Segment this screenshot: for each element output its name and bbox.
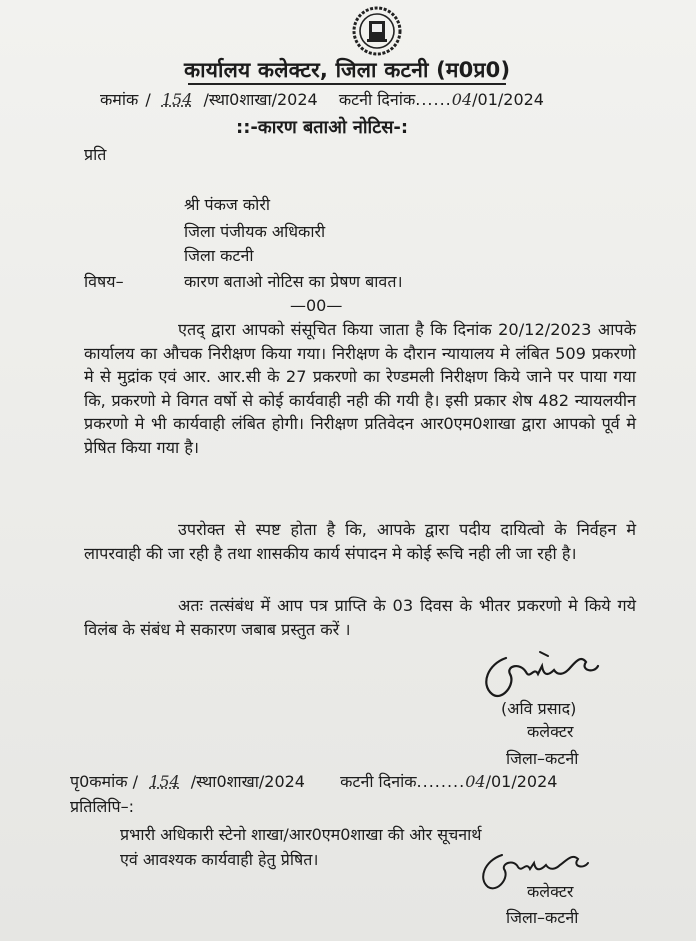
endorsement-place-date-label: कटनी दिनांक [340,772,417,791]
recipient-name: श्री पंकज कोरी [184,195,271,214]
body-paragraph-3: अतः तत्संबंध में आप पत्र प्राप्ति के 03 दिवस के भीतर प्रकरणो मे किये गये विलंब के संबंध मे सकारण जबाब प्रस्तुत करें । [84,596,636,639]
copy-label: प्रतिलिपि–: [70,797,134,816]
ref-suffix: /स्था0शाखा/2024 [203,90,318,109]
ref-number: 154 [161,90,193,109]
recipient-district: जिला कटनी [184,246,254,265]
endorsement-ref-suffix: /स्था0शाखा/2024 [190,772,305,791]
endorsement-ref-label: पृ0कमांक [70,772,128,791]
office-underline [188,83,506,85]
notice-title: ::-कारण बताओ नोटिस-: [236,117,409,138]
signatory-district: जिला–कटनी [506,749,579,768]
body-paragraph-2: उपरोक्त से स्पष्ट होता है कि, आपके द्वारा पदीय दायित्वो के निर्वहन मे लापरवाही की जा रही है तथा शासकीय कार्य संपादन मे कोई रूचि नही ली जा रही है। [84,520,636,563]
place-date-label: कटनी दिनांक [338,90,416,109]
ref-date-rest: /01/2024 [472,90,544,109]
ref-label: कमांक [100,90,139,109]
reference-line: कमांक / 154 /स्था0शाखा/2024 कटनी दिनांक......04/01/2024 [100,90,544,109]
signatory-name: (अवि प्रसाद) [501,699,577,718]
copy-line-1: प्रभारी अधिकारी स्टेनो शाखा/आर0एम0शाखा की ओर सूचनार्थ [120,825,482,844]
prati-label: प्रति [84,145,107,164]
government-emblem-icon [349,6,405,56]
signatory-designation: कलेक्टर [527,722,574,741]
recipient-designation: जिला पंजीयक अधिकारी [184,222,326,241]
endorsement-ref-number: 154 [149,772,180,791]
endorsement-signatory-district: जिला–कटनी [506,908,579,927]
endorsement-date-day: 04 [465,772,486,791]
copy-line-2: एवं आवश्यक कार्यवाही हेतु प्रेषित। [120,850,319,869]
ref-date-day: 04 [451,90,473,109]
collector-signature-1 [476,644,606,704]
body-paragraph-1: एतद् द्वारा आपको संसूचित किया जाता है कि दिनांक 20/12/2023 आपके कार्यालय का औचक निरीक्षण किया गया। निरीक्षण के दौरान न्यायालय मे लंबित 509 प्रकरणो मे से मुद्रांक एवं आर. आर.सी के 27 प्रकरणो का रेण्डमली निरीक्षण किये जाने पर पाया गया कि, प्रकरणो मे विगत वर्षो से कोई कार्यवाही नही की गयी है। इसी प्रकार शेष 482 न्यायलयीन प्रकरणो मे भी कार्यवाही लंबित होगी। निरीक्षण प्रतिवेदन आर0एम0शाखा द्वारा आपको पूर्व मे प्रेषित किया गया है। [84,320,636,457]
endorsement-reference-line: पृ0कमांक / 154 /स्था0शाखा/2024 कटनी दिनांक........04/01/2024 [70,772,558,791]
endorsement-date-rest: /01/2024 [485,772,558,791]
separator: —00— [290,296,343,315]
endorsement-signatory-designation: कलेक्टर [527,882,574,901]
subject-label: विषय– [84,272,124,291]
office-name: कार्यालय कलेक्टर, जिला कटनी (म0प्र0) [184,58,511,82]
subject-text: कारण बताओ नोटिस का प्रेषण बावत। [184,272,403,291]
